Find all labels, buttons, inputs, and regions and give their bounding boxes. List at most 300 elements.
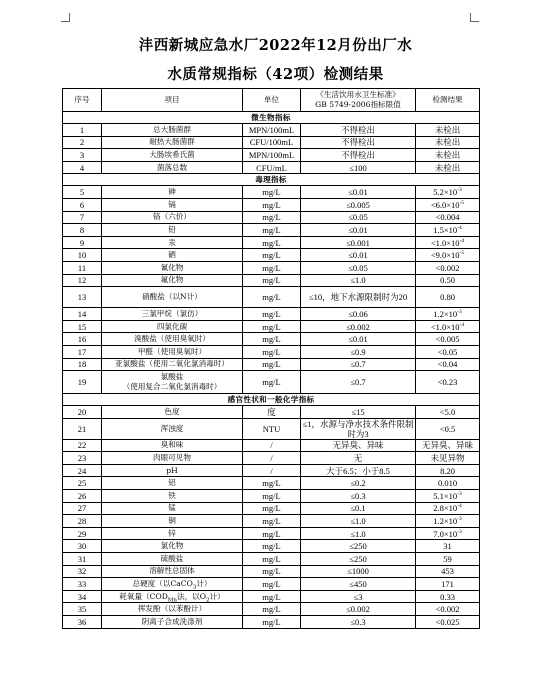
result-value: <9.0×10 — [430, 250, 460, 261]
item-name — [102, 565, 243, 578]
row-number: 13 — [63, 287, 102, 308]
standard-limit: ≤0.005 — [301, 198, 416, 211]
result-value: <0.005 — [435, 334, 460, 345]
test-result — [416, 261, 480, 274]
test-result — [416, 418, 480, 439]
standard-limit: ≤0.1 — [301, 502, 416, 515]
page-corner-mark-left — [61, 13, 70, 22]
item-name — [102, 616, 243, 629]
test-result — [416, 224, 480, 237]
header-row — [63, 89, 480, 112]
test-result — [416, 616, 480, 629]
row-number: 6 — [63, 198, 102, 211]
item-name — [102, 224, 243, 237]
item-text: 氯化物 — [160, 541, 184, 551]
row-number: 32 — [63, 565, 102, 578]
item-text: 铅 — [168, 224, 176, 234]
item-text: 耐热大肠菌群 — [149, 137, 195, 147]
item-text: 耗氧量（COD — [119, 591, 168, 601]
standard-limit: ≤250 — [301, 553, 416, 566]
row-number: 3 — [63, 149, 102, 162]
item-text: 总硬度（以CaCO — [132, 579, 193, 589]
result-value: 59 — [443, 553, 452, 564]
row-number: 2 — [63, 136, 102, 149]
item-text: 甲醛（使用臭氧时） — [137, 346, 207, 356]
row-number: 22 — [63, 439, 102, 452]
test-result — [416, 439, 480, 452]
table-row — [63, 502, 480, 515]
item-name — [102, 490, 243, 503]
standard-limit: ≤450 — [301, 578, 416, 591]
standard-limit: ≤0.3 — [301, 616, 416, 629]
row-number: 15 — [63, 320, 102, 333]
table-row — [63, 149, 480, 162]
test-result — [416, 308, 480, 321]
standard-limit: ≤0.002 — [301, 320, 416, 333]
result-value: 0.33 — [440, 591, 455, 602]
result-value: 8.20 — [440, 465, 455, 476]
test-result — [416, 198, 480, 211]
row-number: 1 — [63, 124, 102, 137]
row-number: 18 — [63, 358, 102, 371]
unit: mg/L — [243, 590, 301, 603]
row-number: 34 — [63, 590, 102, 603]
unit: mg/L — [243, 565, 301, 578]
table-row — [63, 464, 480, 477]
item-text: 氯酸盐 — [160, 372, 184, 382]
row-number: 16 — [63, 333, 102, 346]
row-number: 17 — [63, 345, 102, 358]
test-result — [416, 540, 480, 553]
item-name — [102, 578, 243, 591]
standard-limit: ≤0.01 — [301, 186, 416, 199]
test-result — [416, 490, 480, 503]
standard-limit: 不得检出 — [301, 136, 416, 149]
result-value: <0.002 — [435, 262, 460, 273]
unit: mg/L — [243, 371, 301, 394]
result-exponent: -5 — [459, 199, 465, 206]
result-value: 0.010 — [437, 478, 458, 489]
standard-limit: ≤1.0 — [301, 274, 416, 287]
table-row — [63, 540, 480, 553]
table-row — [63, 527, 480, 540]
row-number: 14 — [63, 308, 102, 321]
unit: mg/L — [243, 211, 301, 224]
item-name — [102, 149, 243, 162]
item-name — [102, 358, 243, 371]
test-result — [416, 236, 480, 249]
item-text: 铜 — [168, 516, 176, 526]
result-value: 31 — [443, 541, 452, 552]
table-row — [63, 136, 480, 149]
result-value: 0.80 — [440, 292, 455, 303]
table-row — [63, 452, 480, 465]
unit: mg/L — [243, 287, 301, 308]
item-text: 汞 — [168, 237, 176, 247]
unit: mg/L — [243, 603, 301, 616]
section-header-row — [63, 112, 480, 124]
unit: mg/L — [243, 345, 301, 358]
item-name — [102, 345, 243, 358]
item-name — [102, 540, 243, 553]
test-result — [416, 249, 480, 262]
unit: / — [243, 452, 301, 465]
item-text: 肉眼可见物 — [153, 453, 191, 463]
item-text: 溶解性总固体 — [149, 566, 195, 576]
result-value: 1.2×10 — [433, 308, 458, 319]
row-number: 24 — [63, 464, 102, 477]
result-exponent: -5 — [459, 250, 465, 257]
table-row — [63, 616, 480, 629]
result-value: <1.0×10 — [430, 321, 460, 332]
table-row — [63, 477, 480, 490]
standard-limit: ≤15 — [301, 406, 416, 419]
result-value: <0.05 — [437, 346, 458, 357]
standard-limit: ≤250 — [301, 540, 416, 553]
item-name — [102, 371, 243, 394]
table-row — [63, 198, 480, 211]
test-result — [416, 211, 480, 224]
table-row — [63, 603, 480, 616]
standard-limit: ≤10，地下水源限制时为20 — [301, 287, 416, 308]
item-subscript: 3 — [192, 584, 197, 591]
row-number: 8 — [63, 224, 102, 237]
standard-limit: ≤0.06 — [301, 308, 416, 321]
unit: mg/L — [243, 477, 301, 490]
result-exponent: -4 — [459, 321, 465, 328]
standard-limit: ≤1.0 — [301, 515, 416, 528]
item-name — [102, 590, 243, 603]
result-value: 1.2×10 — [433, 516, 458, 527]
result-value: 未检出 — [434, 124, 461, 135]
table-row — [63, 515, 480, 528]
section-header-row — [63, 174, 480, 186]
unit: CFU/100mL — [243, 136, 301, 149]
unit: mg/L — [243, 236, 301, 249]
standard-limit: ≤1.0 — [301, 527, 416, 540]
row-number: 26 — [63, 490, 102, 503]
item-name — [102, 186, 243, 199]
section-header-row — [63, 394, 480, 406]
result-value: 7.0×10 — [433, 528, 458, 539]
table-row — [63, 161, 480, 174]
item-name — [102, 320, 243, 333]
table-row — [63, 249, 480, 262]
table-row — [63, 490, 480, 503]
standard-limit: 无 — [301, 452, 416, 465]
item-text: 硒 — [168, 250, 176, 260]
item-text: 硫酸盐 — [160, 553, 184, 563]
item-name — [102, 452, 243, 465]
unit: mg/L — [243, 274, 301, 287]
item-text: 镉 — [168, 199, 176, 209]
table-row — [63, 274, 480, 287]
table-row — [63, 236, 480, 249]
unit: mg/L — [243, 515, 301, 528]
result-exponent: -3 — [457, 528, 462, 535]
row-number: 33 — [63, 578, 102, 591]
row-number: 36 — [63, 616, 102, 629]
result-value: 无异臭、异味 — [421, 440, 473, 451]
unit: mg/L — [243, 320, 301, 333]
result-value: <0.002 — [435, 604, 460, 615]
item-text-tail: 计） — [196, 579, 212, 589]
standard-limit: 大于6.5；小于8.5 — [301, 464, 416, 477]
item-text: 三氯甲烷（氯仿） — [141, 308, 203, 318]
item-text: 氰化物 — [160, 262, 184, 272]
header-standard-name: 《生活饮用水卫生标准》 — [316, 90, 400, 99]
test-result — [416, 274, 480, 287]
standard-limit: ≤100 — [301, 161, 416, 174]
standard-limit: ≤1，水源与净水技术条件限制时为3 — [301, 418, 416, 439]
standard-limit: ≤0.7 — [301, 371, 416, 394]
standard-limit: ≤0.2 — [301, 477, 416, 490]
result-value: 5.2×10 — [433, 187, 458, 198]
item-text: 臭和味 — [160, 440, 184, 450]
standard-limit: ≤0.05 — [301, 261, 416, 274]
standard-limit: 不得检出 — [301, 149, 416, 162]
table-row — [63, 578, 480, 591]
test-result — [416, 502, 480, 515]
header-standard-code: GB 5749-2006指标限值 — [315, 100, 401, 109]
item-text: 锌 — [168, 528, 176, 538]
table-row — [63, 565, 480, 578]
item-text: 菌落总数 — [156, 162, 188, 172]
standard-limit: ≤0.01 — [301, 249, 416, 262]
page-corner-mark-right — [470, 13, 479, 22]
item-subscript: Mn — [167, 597, 177, 603]
result-value: 171 — [441, 579, 454, 590]
test-result — [416, 358, 480, 371]
header-unit: 单位 — [243, 89, 301, 112]
row-number: 7 — [63, 211, 102, 224]
standard-limit: ≤1000 — [301, 565, 416, 578]
header-standard-limit — [301, 89, 416, 112]
table-header — [63, 89, 480, 112]
standard-limit: ≤0.002 — [301, 603, 416, 616]
water-quality-table — [62, 88, 480, 629]
result-value: 0.50 — [440, 275, 455, 286]
standard-limit: ≤0.05 — [301, 211, 416, 224]
item-name — [102, 464, 243, 477]
unit: / — [243, 439, 301, 452]
test-result — [416, 320, 480, 333]
item-name — [102, 477, 243, 490]
item-name — [102, 308, 243, 321]
table-row — [63, 333, 480, 346]
row-number: 30 — [63, 540, 102, 553]
row-number: 5 — [63, 186, 102, 199]
item-name — [102, 603, 243, 616]
unit: NTU — [243, 418, 301, 439]
unit: mg/L — [243, 578, 301, 591]
item-text: 色度 — [164, 406, 180, 416]
item-text: 挥发酚（以苯酚计） — [137, 604, 207, 614]
test-result — [416, 527, 480, 540]
row-number: 23 — [63, 452, 102, 465]
unit: mg/L — [243, 198, 301, 211]
section-title: 感官性状和一般化学指标 — [63, 394, 480, 406]
header-no: 序号 — [63, 89, 102, 112]
result-exponent: -4 — [457, 503, 462, 510]
item-name — [102, 515, 243, 528]
result-exponent: -4 — [457, 225, 462, 232]
test-result — [416, 565, 480, 578]
standard-limit: ≤3 — [301, 590, 416, 603]
row-number: 28 — [63, 515, 102, 528]
header-item: 项目 — [102, 89, 243, 112]
test-result — [416, 149, 480, 162]
test-result — [416, 161, 480, 174]
unit: mg/L — [243, 502, 301, 515]
result-value: 453 — [441, 566, 454, 577]
test-result — [416, 287, 480, 308]
row-number: 25 — [63, 477, 102, 490]
result-value: 1.5×10 — [433, 224, 458, 235]
result-exponent: -3 — [457, 309, 462, 316]
item-name — [102, 211, 243, 224]
result-value: 未检出 — [434, 162, 461, 173]
table-row — [63, 211, 480, 224]
unit: mg/L — [243, 540, 301, 553]
result-value: <0.025 — [435, 616, 460, 627]
item-name — [102, 439, 243, 452]
test-result — [416, 345, 480, 358]
item-text: 氟化物 — [160, 275, 184, 285]
item-name — [102, 418, 243, 439]
result-value: 未检出 — [434, 137, 461, 148]
test-result — [416, 333, 480, 346]
standard-limit: 无异臭、异味 — [301, 439, 416, 452]
standard-limit: 不得检出 — [301, 124, 416, 137]
row-number: 27 — [63, 502, 102, 515]
item-name — [102, 502, 243, 515]
item-text: pH — [166, 465, 178, 475]
standard-limit: ≤0.01 — [301, 333, 416, 346]
item-name — [102, 236, 243, 249]
item-text: 浑浊度 — [160, 423, 184, 433]
header-result: 检测结果 — [416, 89, 480, 112]
item-name — [102, 333, 243, 346]
unit: mg/L — [243, 186, 301, 199]
unit: CFU/mL — [243, 161, 301, 174]
unit: mg/L — [243, 224, 301, 237]
item-text: 锰 — [168, 503, 176, 513]
table-row — [63, 345, 480, 358]
test-result — [416, 136, 480, 149]
item-text: 溴酸盐（使用臭氧时） — [134, 334, 210, 344]
result-value: 未检出 — [434, 149, 461, 160]
standard-limit: ≤0.7 — [301, 358, 416, 371]
result-exponent: -3 — [457, 187, 462, 194]
result-value: <6.0×10 — [430, 199, 460, 210]
unit: mg/L — [243, 261, 301, 274]
result-exponent: -4 — [459, 237, 465, 244]
item-text-tail: 计） — [209, 591, 225, 601]
test-result — [416, 406, 480, 419]
table-row — [63, 358, 480, 371]
test-result — [416, 603, 480, 616]
row-number: 20 — [63, 406, 102, 419]
result-value: <0.23 — [437, 377, 458, 388]
section-title: 微生物指标 — [63, 112, 480, 124]
test-result — [416, 452, 480, 465]
result-exponent: -3 — [457, 491, 462, 498]
unit: mg/L — [243, 490, 301, 503]
unit: mg/L — [243, 527, 301, 540]
result-value: <0.004 — [435, 212, 460, 223]
section-title: 毒理指标 — [63, 174, 480, 186]
table-row — [63, 371, 480, 394]
unit: mg/L — [243, 249, 301, 262]
item-text: 砷 — [168, 187, 176, 197]
item-name — [102, 527, 243, 540]
unit: mg/L — [243, 616, 301, 629]
row-number: 10 — [63, 249, 102, 262]
row-number: 9 — [63, 236, 102, 249]
item-name — [102, 287, 243, 308]
report-title: 沣西新城应急水厂2022年12月份出厂水 — [138, 37, 413, 54]
unit: / — [243, 464, 301, 477]
row-number: 19 — [63, 371, 102, 394]
item-name — [102, 124, 243, 137]
table-row — [63, 224, 480, 237]
result-exponent: -3 — [457, 516, 462, 523]
table-row — [63, 124, 480, 137]
item-name — [102, 249, 243, 262]
item-text-tail: 法，以O — [176, 591, 206, 601]
item-text: 总大肠菌群 — [153, 124, 191, 134]
item-text: 铝 — [168, 478, 176, 488]
item-name — [102, 274, 243, 287]
table-row — [63, 320, 480, 333]
test-result — [416, 186, 480, 199]
unit: mg/L — [243, 358, 301, 371]
table-row — [63, 186, 480, 199]
row-number: 21 — [63, 418, 102, 439]
item-text: 大肠埃希氏菌 — [149, 149, 195, 159]
test-result — [416, 464, 480, 477]
item-text-note: （使用复合二氧化氯消毒时） — [122, 382, 222, 392]
unit: MPN/100mL — [243, 149, 301, 162]
item-name — [102, 198, 243, 211]
table-row — [63, 261, 480, 274]
result-value: 5.1×10 — [433, 490, 458, 501]
result-value: <5.0 — [439, 406, 456, 417]
table-row — [63, 439, 480, 452]
test-result — [416, 553, 480, 566]
item-text: 铬（六价） — [153, 212, 191, 222]
item-text: 四氯化碳 — [156, 321, 188, 331]
item-name — [102, 161, 243, 174]
test-result — [416, 371, 480, 394]
test-result — [416, 124, 480, 137]
row-number: 11 — [63, 261, 102, 274]
item-name — [102, 553, 243, 566]
test-result — [416, 477, 480, 490]
table-row — [63, 287, 480, 308]
standard-limit: ≤0.001 — [301, 236, 416, 249]
item-name — [102, 406, 243, 419]
unit: mg/L — [243, 553, 301, 566]
unit: 度 — [243, 406, 301, 419]
result-value: 未见异物 — [430, 453, 465, 464]
report-subtitle: 水质常规指标（42项）检测结果 — [167, 66, 384, 83]
row-number: 35 — [63, 603, 102, 616]
table-row — [63, 406, 480, 419]
table-row — [63, 590, 480, 603]
row-number: 29 — [63, 527, 102, 540]
